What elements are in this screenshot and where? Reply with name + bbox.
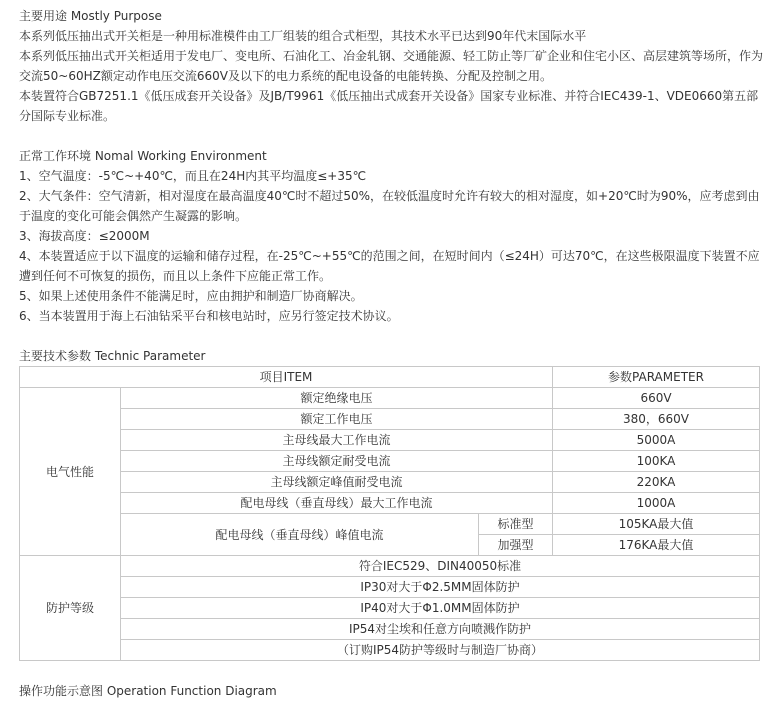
table-row bbox=[20, 409, 760, 430]
table-row bbox=[20, 577, 760, 598]
table-row bbox=[20, 493, 760, 514]
environment-item-3: 3、海拔高度：≤2000M bbox=[19, 229, 150, 243]
peak-enhanced-label: 加强型 bbox=[479, 535, 553, 556]
param-value: 1000A bbox=[553, 493, 760, 514]
param-name: 额定工作电压 bbox=[121, 409, 553, 430]
purpose-title: 主要用途 Mostly Purpose bbox=[19, 9, 162, 23]
table-row bbox=[20, 640, 760, 661]
table-row bbox=[20, 619, 760, 640]
purpose-line-3: 本装置符合GB7251.1《低压成套开关设备》及JB/T9961《低压抽出式成套开关设备》国家专业标准、并符合IEC439-1、VDE0660第五部分国际专业标准。 bbox=[19, 89, 759, 123]
table-row bbox=[20, 472, 760, 493]
purpose-line-2: 本系列低压抽出式开关柜适用于发电厂、变电所、石油化工、冶金轧钢、交通能源、轻工防止等厂矿企业和住宅小区、高层建筑等场所，作为交流50~60HZ额定动作电压交流660V及以下的电力系统的配电设备的电能转换、分配及控制之用。 bbox=[19, 49, 764, 83]
environment-title: 正常工作环境 Nomal Working Environment bbox=[19, 149, 267, 163]
param-name: 额定绝缘电压 bbox=[121, 388, 553, 409]
table-row bbox=[20, 430, 760, 451]
technic-parameter-table bbox=[19, 366, 760, 661]
peak-standard-label: 标准型 bbox=[479, 514, 553, 535]
environment-item-5: 5、如果上述使用条件不能满足时，应由拥护和制造厂协商解决。 bbox=[19, 289, 363, 303]
param-value: 220KA bbox=[553, 472, 760, 493]
param-value: 100KA bbox=[553, 451, 760, 472]
protection-item: IP54对尘埃和任意方向喷溅作防护 bbox=[121, 619, 760, 640]
peak-enhanced-value: 176KA最大值 bbox=[553, 535, 760, 556]
content bbox=[19, 6, 764, 366]
protection-item: IP40对大于Φ1.0MM固体防护 bbox=[121, 598, 760, 619]
diagram-title: 操作功能示意图 Operation Function Diagram bbox=[19, 684, 277, 698]
table-row bbox=[20, 514, 760, 535]
protection-item: （订购IP54防护等级时与制造厂协商） bbox=[121, 640, 760, 661]
param-name: 主母线额定峰值耐受电流 bbox=[121, 472, 553, 493]
environment-item-6: 6、当本装置用于海上石油钻采平台和核电站时，应另行签定技术协议。 bbox=[19, 309, 399, 323]
table-row bbox=[20, 598, 760, 619]
protection-category: 防护等级 bbox=[20, 556, 121, 661]
param-name: 主母线最大工作电流 bbox=[121, 430, 553, 451]
electrical-category: 电气性能 bbox=[20, 388, 121, 556]
table-row bbox=[20, 451, 760, 472]
protection-item: IP30对大于Φ2.5MM固体防护 bbox=[121, 577, 760, 598]
purpose-line-1: 本系列低压抽出式开关柜是一种用标准模件由工厂组装的组合式柜型，其技术水平已达到90年代末国际水平 bbox=[19, 29, 587, 43]
environment-item-2: 2、大气条件：空气清新，相对湿度在最高温度40℃时不超过50%，在较低温度时允许有较大的相对湿度，如+20℃时为90%，应考虑到由于温度的变化可能会偶然产生凝露的影响。 bbox=[19, 189, 760, 223]
param-value: 380，660V bbox=[553, 409, 760, 430]
param-value: 660V bbox=[553, 388, 760, 409]
environment-item-4: 4、本装置适应于以下温度的运输和储存过程，在-25℃~+55℃的范围之间，在短时间内（≤24H）可达70℃，在这些极限温度下装置不应遭到任何不可恢复的损伤，而且以上条件下应能正常工作。 bbox=[19, 249, 760, 283]
param-value: 5000A bbox=[553, 430, 760, 451]
environment-item-1: 1、空气温度：-5℃~+40℃，而且在24H内其平均温度≤+35℃ bbox=[19, 169, 367, 183]
table-row bbox=[20, 556, 760, 577]
header-item: 项目ITEM bbox=[20, 367, 553, 388]
table-header-row bbox=[20, 367, 760, 388]
technic-title: 主要技术参数 Technic Parameter bbox=[19, 349, 206, 363]
header-parameter: 参数PARAMETER bbox=[553, 367, 760, 388]
param-name: 配电母线（垂直母线）最大工作电流 bbox=[121, 493, 553, 514]
table-row bbox=[20, 388, 760, 409]
peak-standard-value: 105KA最大值 bbox=[553, 514, 760, 535]
param-name: 主母线额定耐受电流 bbox=[121, 451, 553, 472]
protection-item: 符合IEC529、DIN40050标准 bbox=[121, 556, 760, 577]
peak-current-name: 配电母线（垂直母线）峰值电流 bbox=[121, 514, 479, 556]
